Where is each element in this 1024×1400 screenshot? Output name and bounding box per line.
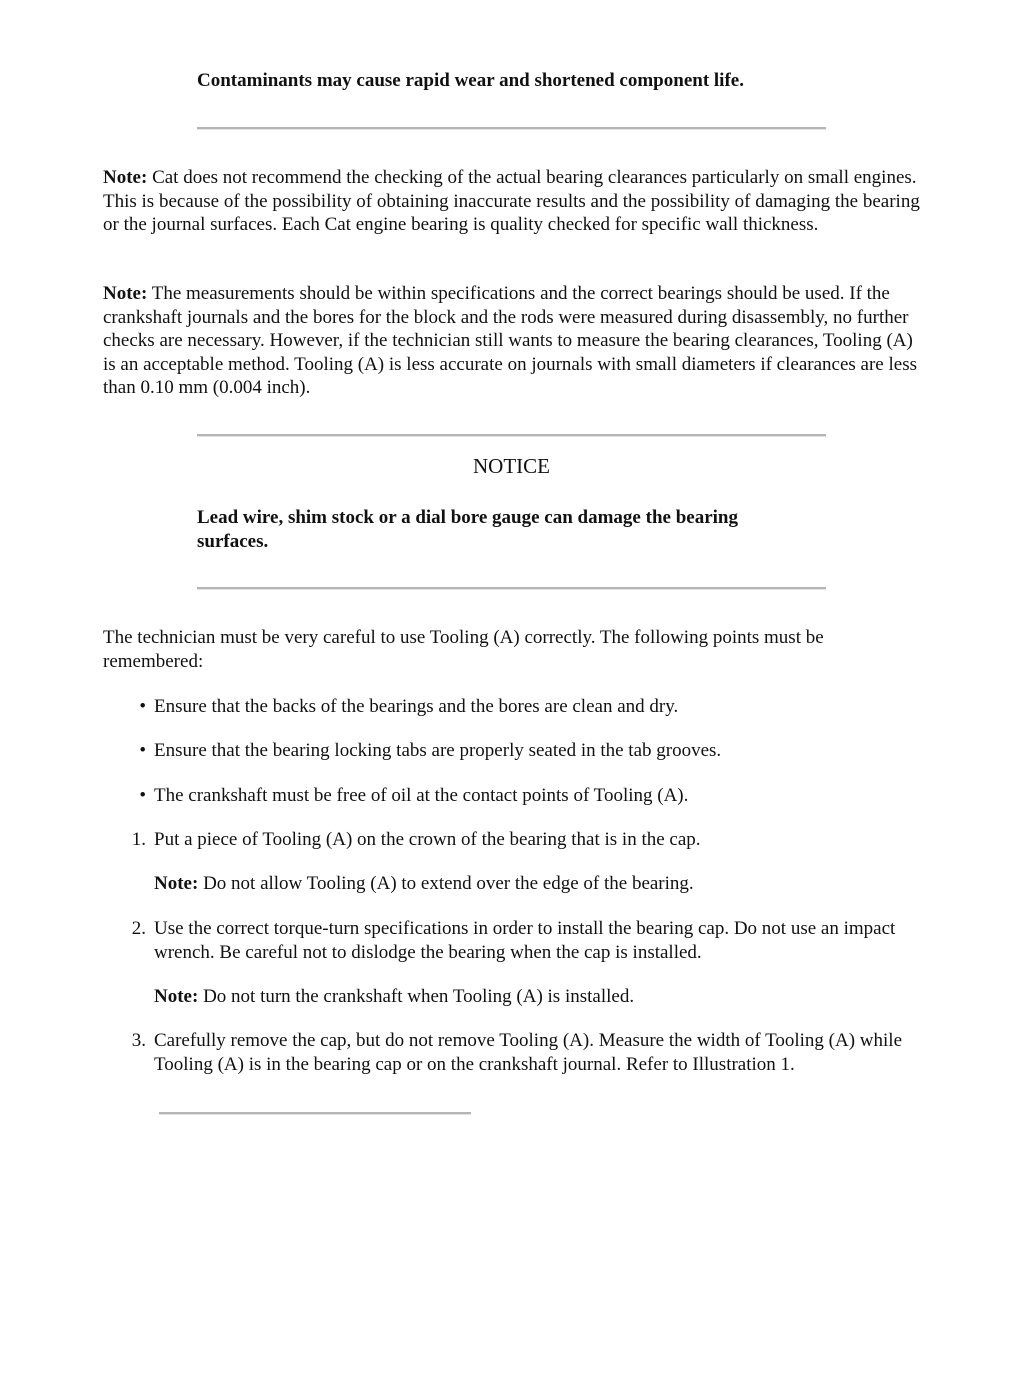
step-number: 2. (131, 918, 146, 939)
note-text: Do not allow Tooling (A) to extend over the edge of the bearing. (198, 873, 694, 894)
intro-paragraph: The technician must be very careful to use Tooling (A) correctly. The following points must be remembered: (103, 627, 824, 672)
bullet-mark: • (139, 696, 146, 717)
note-text: The measurements should be within specifications and the correct bearings should be used. If the crankshaft journals and the bores for the block and the rods were measured during disassembly, no further checks are necessary. However, if the technician still wants to measure the bearing clearances, Tooling (A) is an acceptable method. Tooling (A) is less accurate on journals with small diameters if clearances are less than 0.10 mm (0.004 inch). (103, 283, 917, 398)
note-paragraph (103, 166, 923, 237)
notice-text: Lead wire, shim stock or a dial bore gauge can damage the bearing surfaces. (197, 507, 738, 552)
note-label: Note: (154, 873, 199, 894)
bullet-mark: • (139, 785, 146, 806)
step-text: Carefully remove the cap, but do not remove Tooling (A). Measure the width of Tooling (A) while Tooling (A) is in the bearing cap or on the crankshaft journal. Refer to Illustration 1. (154, 1030, 903, 1075)
step-text: Put a piece of Tooling (A) on the crown of the bearing that is in the cap. (154, 829, 701, 850)
notice-top-text: Contaminants may cause rapid wear and shortened component life. (197, 70, 744, 91)
note-text: Do not turn the crankshaft when Tooling (A) is installed. (198, 986, 635, 1007)
note-label: Note: (103, 283, 148, 304)
divider-rule (159, 1112, 471, 1115)
list-item-text: Ensure that the bearing locking tabs are properly seated in the tab grooves. (154, 740, 722, 761)
note-label: Note: (103, 167, 148, 188)
step-text: Use the correct torque-turn specifications in order to install the bearing cap. Do not use an impact wrench. Be careful not to dislodge the bearing when the cap is installed. (154, 918, 896, 963)
bullet-mark: • (139, 740, 146, 761)
list-item-text: Ensure that the backs of the bearings and the bores are clean and dry. (154, 696, 679, 717)
note-text: Cat does not recommend the checking of the actual bearing clearances particularly on small engines. This is because of the possibility of obtaining inaccurate results and the possibility of damaging the bearing or the journal surfaces. Each Cat engine bearing is quality checked for specific wall thickness. (103, 167, 920, 235)
note-label: Note: (154, 986, 199, 1007)
step-note (154, 872, 924, 896)
list-item-text: The crankshaft must be free of oil at the contact points of Tooling (A). (154, 785, 689, 806)
divider-rule (197, 434, 826, 437)
step-number: 3. (131, 1030, 146, 1051)
notice-heading: NOTICE (473, 454, 550, 478)
divider-rule (197, 127, 826, 130)
step-note (154, 985, 924, 1009)
divider-rule (197, 587, 826, 590)
note-paragraph (103, 282, 923, 400)
step-number: 1. (131, 829, 146, 850)
